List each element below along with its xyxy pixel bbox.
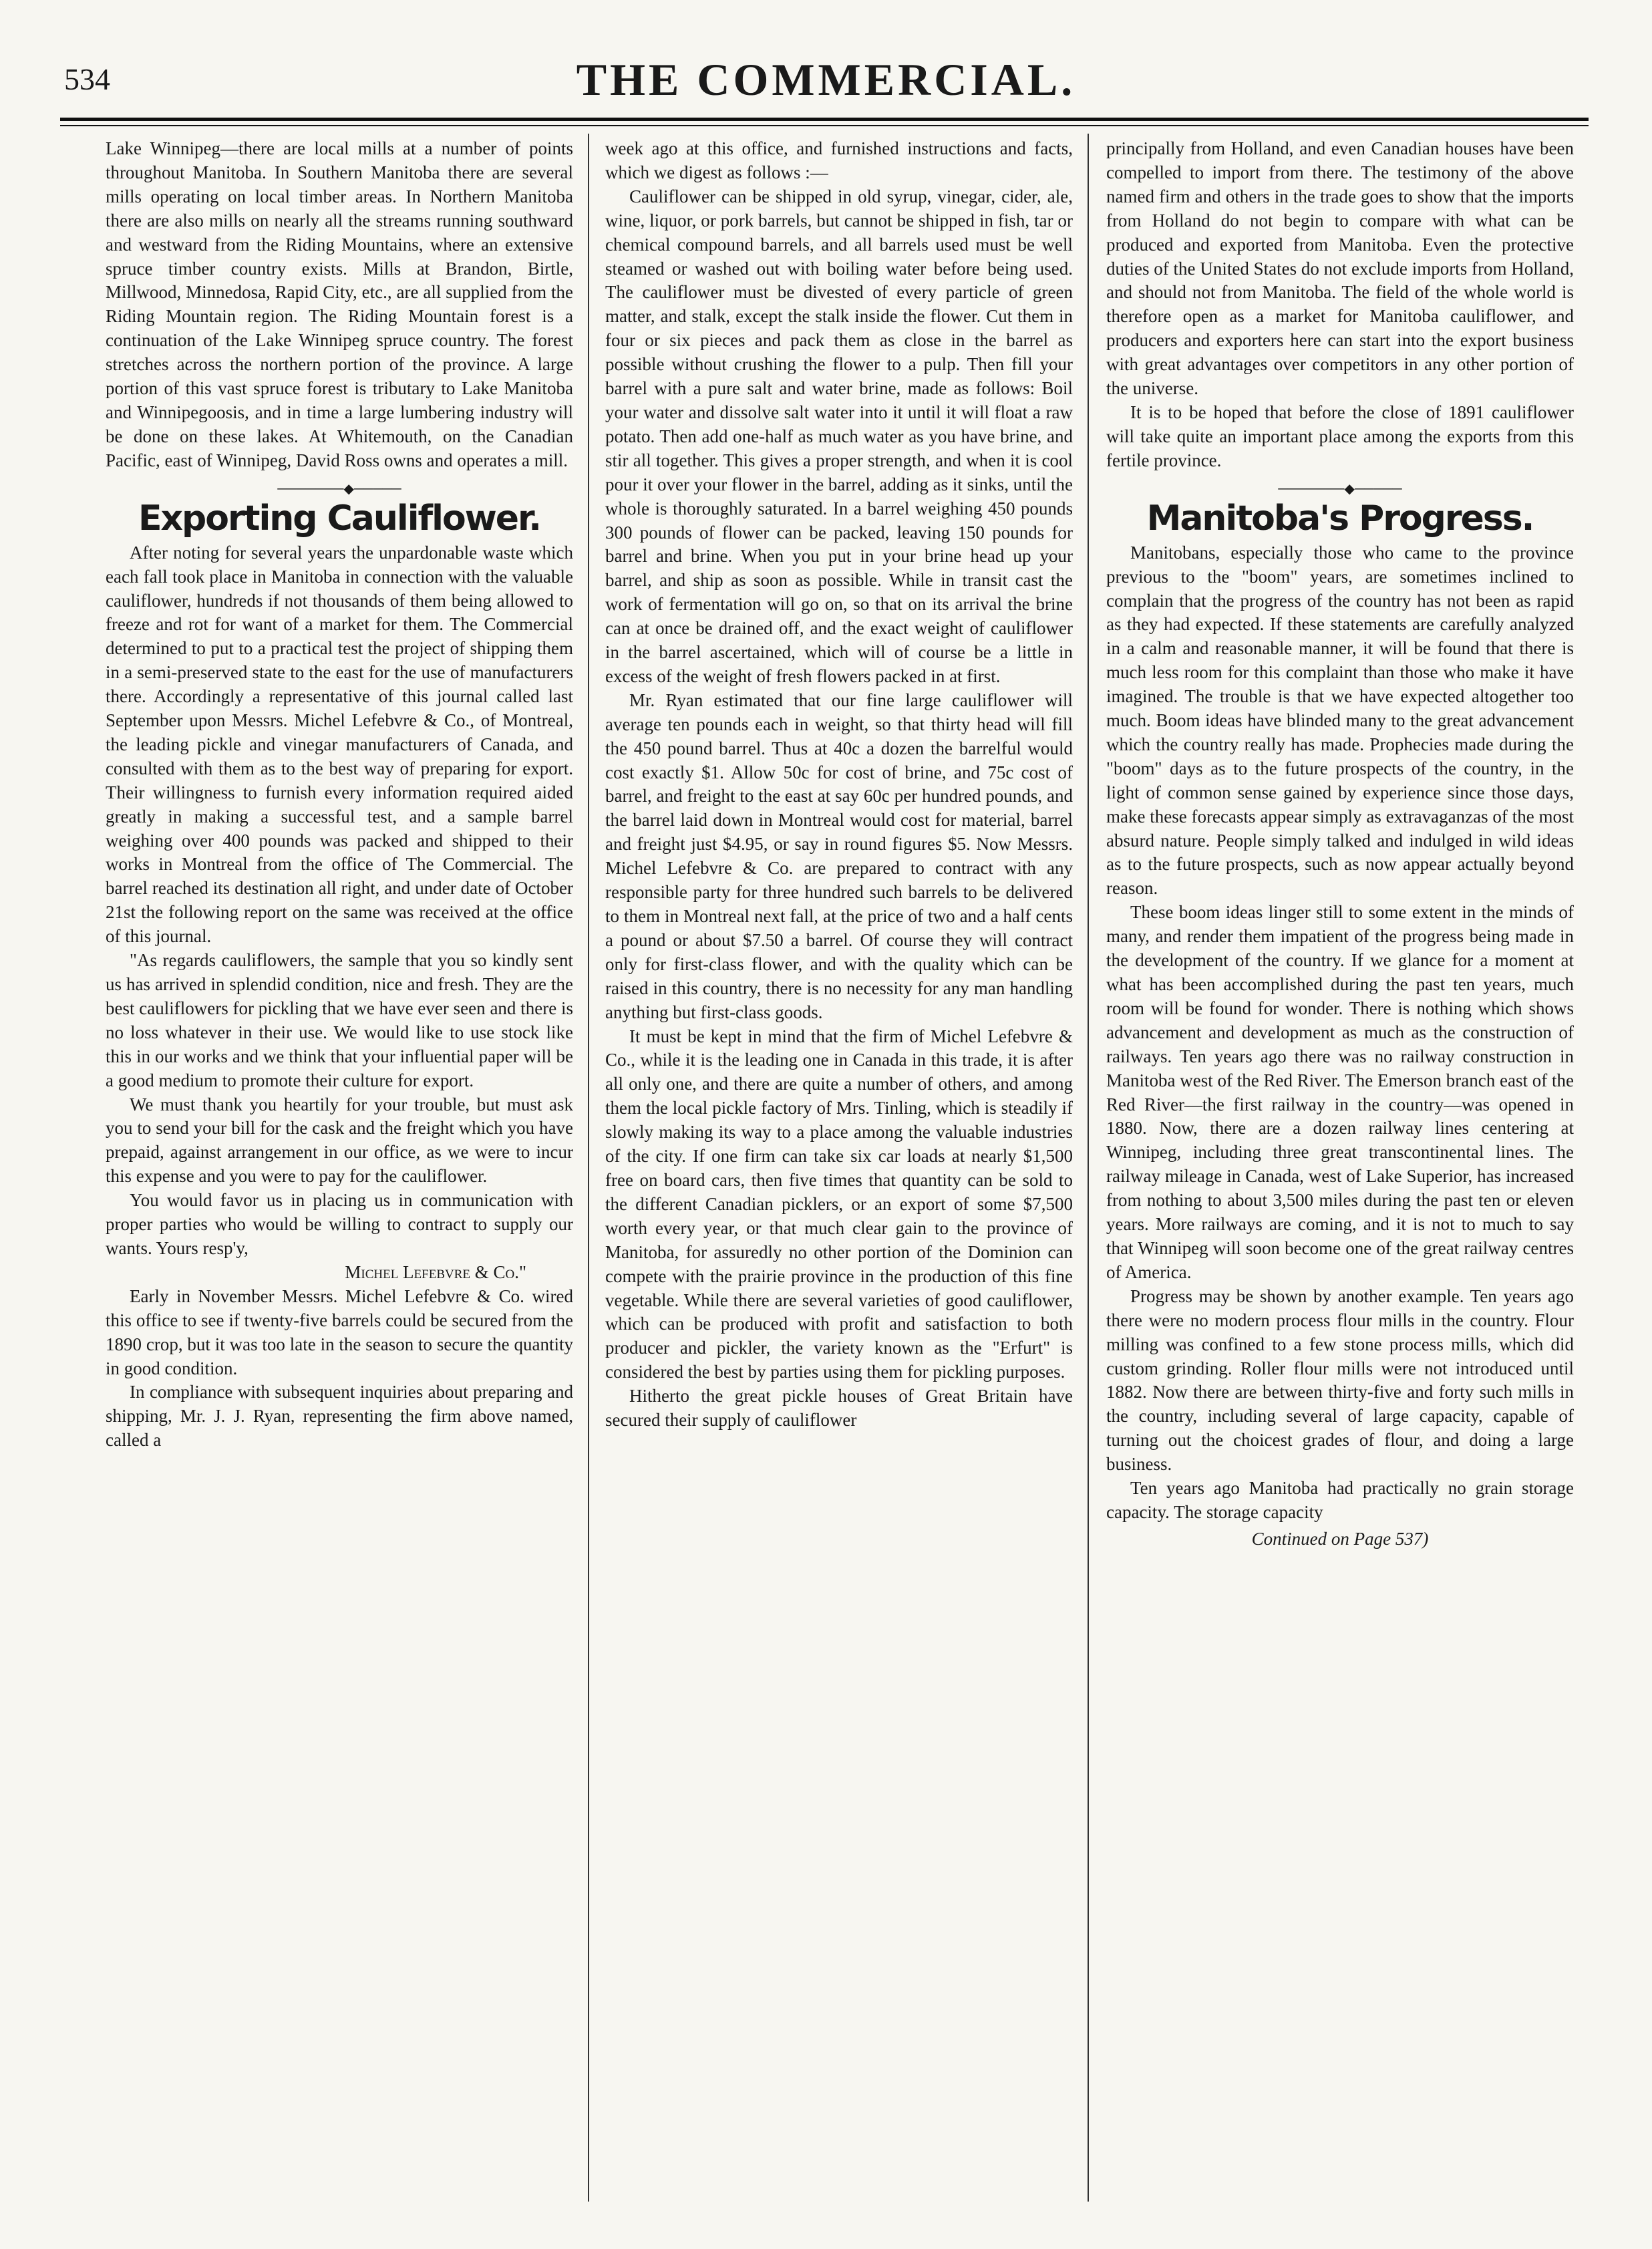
paragraph: principally from Holland, and even Canadian houses have been compelled to import from there. The testimony of the above named firm and others in the trade goes to show that the imports from Holland do not begin to compare with what can be produced and exported from Manitoba. Even the protective duties of the United States do not exclude imports from Holland, and should not from Manitoba. The field of the whole world is therefore open as a market for Manitoba cauliflower, and producers and exporters here can start into the export business with great advantages over competitors in any other portion of the universe. [1106, 138, 1574, 399]
column-3 [1106, 137, 1574, 2215]
paragraph: In compliance with subsequent inquiries about preparing and shipping, Mr. J. J. Ryan, representing the firm above named, called a [106, 1382, 573, 1451]
paragraph: After noting for several years the unpardonable waste which each fall took place in Manitoba in connection with the valuable cauliflower, hundreds if not thousands of them being allowed to freeze and rot for want of a market for them. The Commercial determined to put to a practical test the project of shipping them in a semi-preserved state to the east for the use of manufacturers there. Accordingly a representative of this journal called last September upon Messrs. Michel Lefebvre & Co., of Montreal, the leading pickle and vinegar manufacturers of Canada, and consulted with them as to the best way of preparing for export. Their willingness to furnish every information required aided greatly in making a successful test, and a sample barrel weighing over 400 pounds was packed and shipped to their works in Montreal from the office of The Commercial. The barrel reached its destination all right, and under date of October 21st the following report on the same was received at the office of this journal. [106, 542, 573, 947]
paragraph: Early in November Messrs. Michel Lefebvre & Co. wired this office to see if twenty-five barrels could be secured from the 1890 crop, but it was too late in the season to secure the quantity in good condition. [106, 1286, 573, 1378]
paragraph: It is to be hoped that before the close of 1891 cauliflower will take quite an important place among the exports from this fertile province. [1106, 402, 1574, 470]
letter-signature: Michel Lefebvre & Co." [345, 1261, 526, 1282]
article-heading-cauliflower: Exporting Cauliflower. [138, 498, 541, 539]
masthead: THE COMMERCIAL. [576, 54, 1076, 105]
article-heading-progress: Manitoba's Progress. [1146, 498, 1534, 539]
column-divider-1 [588, 134, 589, 2202]
paragraph: Ten years ago Manitoba had practically no grain storage capacity. The storage capacity [1106, 1478, 1574, 1522]
paragraph: It must be kept in mind that the firm of Michel Lefebvre & Co., while it is the leading one in Canada in this trade, it is after all only one, and there are quite a number of others, and among them the local pickle factory of Mrs. Tinling, which is steadily if slowly making its way to a place among the valuable industries of the city. If one firm can take six car loads at nearly $1,500 free on board cars, then five times that quantity can be sold to the different Canadian picklers, or an export of some $7,500 worth every year, or that much clear gain to the province of Manitoba, for assuredly no other portion of the Dominion can compete with the prairie province in the production of this fine vegetable. While there are several varieties of good cauliflower, which can be produced with profit and satisfaction to both producer and pickler, the variety known as the "Erfurt" is considered the best by parties using them for pickling purposes. [605, 1026, 1073, 1382]
continued-note: Continued on Page 537) [1251, 1528, 1429, 1549]
column-2 [605, 137, 1073, 2215]
paragraph: Hitherto the great pickle houses of Great Britain have secured their supply of cauliflower [605, 1386, 1073, 1431]
section-ornament: ───────◆───── [277, 481, 401, 496]
masthead-rule-thick [60, 118, 1589, 121]
paragraph: These boom ideas linger still to some extent in the minds of many, and render them impatient of the progress being made in the development of the country. If we glance for a moment at what has been accomplished during the past ten years, much room will be found for wonder. There is nothing which shows advancement and development as much as the construction of railways. Ten years ago there was no railway construction in Manitoba west of the Red River. The Emerson branch east of the Red River—the first railway in the country—was opened in 1880. Now, there are a dozen railway lines centering at Winnipeg, including three great transcontinental lines. The railway mileage in Canada, west of Lake Superior, has increased from nothing to about 3,500 miles during the past ten or eleven years. More railways are coming, and it is not to much to say that Winnipeg will soon become one of the great railway centres of America. [1106, 902, 1574, 1282]
paragraph: week ago at this office, and furnished instructions and facts, which we digest as follows :— [605, 138, 1073, 182]
paragraph: "As regards cauliflowers, the sample that you so kindly sent us has arrived in splendid condition, nice and fresh. They are the best cauliflowers for pickling that we have ever seen and there is no loss whatever in their use. We would like to use stock like this in our works and we think that your influential paper will be a good medium to promote their culture for export. [106, 950, 573, 1090]
paragraph: We must thank you heartily for your trouble, but must ask you to send your bill for the cask and the freight which you have prepaid, against arrangement in our office, as we were to incur this expense and you were to pay for the cauliflower. [106, 1094, 573, 1187]
section-ornament: ───────◆───── [1278, 481, 1402, 496]
paragraph: Cauliflower can be shipped in old syrup, vinegar, cider, ale, wine, liquor, or pork barrels, but cannot be shipped in fish, tar or chemical compound barrels, and all barrels used must be well steamed or washed out with boiling water before being used. The cauliflower must be divested of every particle of green matter, and stalk, except the stalk inside the flower. Cut them in four or six pieces and pack them as close in the barrel as possible without crushing the flower to a pulp. Then fill your barrel with a pure salt and water brine, made as follows: Boil your water and dissolve salt water into it until it will float a raw potato. Then add one-half as much water as you have brine, and stir all together. This gives a proper strength, and when it is cool pour it over your flower in the barrel, adding as it sinks, until the whole is thoroughly saturated. In a barrel weighing 450 pounds 300 pounds of flower can be packed, leaving 150 pounds for barrel and brine. When you put in your brine head up your barrel, and ship as soon as possible. While in transit cast the work of fermentation will go on, so that on its arrival the brine can at once be drained off, and the exact weight of cauliflower in the barrel ascertained, which will of course be a little in excess of the weight of fresh flowers packed in at first. [605, 186, 1073, 686]
column-divider-2 [1088, 134, 1089, 2202]
page-number: 534 [64, 62, 110, 96]
paragraph: Progress may be shown by another example. Ten years ago there were no modern process flour mills in the country. Flour milling was confined to a few stone process mills, which did custom grinding. Roller flour mills were not introduced until 1882. Now there are between thirty-five and forty such mills in the country, including several of large capacity, capable of turning out the choicest grades of flour, and doing a large business. [1106, 1286, 1574, 1475]
column-1 [106, 137, 573, 2215]
paragraph: Lake Winnipeg—there are local mills at a number of points throughout Manitoba. In Southern Manitoba there are several mills operating on local timber areas. In Northern Manitoba there are also mills on nearly all the streams running southward and westward from the Riding Mountains, where an extensive spruce timber country exists. Mills at Brandon, Birtle, Millwood, Minnedosa, Rapid City, etc., are all supplied from the Riding Mountain region. The Riding Mountain forest is a continuation of the Lake Winnipeg spruce country. The forest stretches across the northern portion of the province. A large portion of this vast spruce forest is tributary to Lake Manitoba and Winnipegoosis, and in time a large lumbering industry will be done on these lakes. At Whitemouth, on the Canadian Pacific, east of Winnipeg, David Ross owns and operates a mill. [106, 138, 573, 470]
paragraph: Manitobans, especially those who came to the province previous to the "boom" years, are sometimes inclined to complain that the progress of the country has not been as rapid as they had expected. If these statements are carefully analyzed in a calm and reasonable manner, it will be found that there is much less room for this complaint than those who make it have imagined. The trouble is that we have expected altogether too much. Boom ideas have blinded many to the great advancement which the country really has made. Prophecies made during the "boom" days as to the future prospects of the country, in the light of common sense gained by experience since those days, make these forecasts appear simply as extravaganzas of the most absurd nature. People simply talked and indulged in wild ideas as to the future prospects, such as now appear actually beyond reason. [1106, 542, 1574, 899]
paragraph: You would favor us in placing us in communication with proper parties who would be willing to contract to supply our wants. Yours resp'y, [106, 1190, 573, 1258]
masthead-rule-thin [60, 125, 1589, 126]
paragraph: Mr. Ryan estimated that our fine large cauliflower will average ten pounds each in weight, so that thirty head will fill the 450 pound barrel. Thus at 40c a dozen the barrelful would cost exactly $1. Allow 50c for cost of brine, and 75c cost of barrel, and freight to the east at say 60c per hundred pounds, and the barrel laid down in Montreal would cost for material, barrel and freight just $4.95, or say in round figures $5. Now Messrs. Michel Lefebvre & Co. are prepared to contract with any responsible party for three hundred such barrels to be delivered to them in Montreal next fall, at the price of two and a half cents a pound or about $7.50 a barrel. Of course they will contract only for first-class flower, and with the quality which can be raised in this country, there is no necessity for any man handling anything but first-class goods. [605, 690, 1073, 1022]
